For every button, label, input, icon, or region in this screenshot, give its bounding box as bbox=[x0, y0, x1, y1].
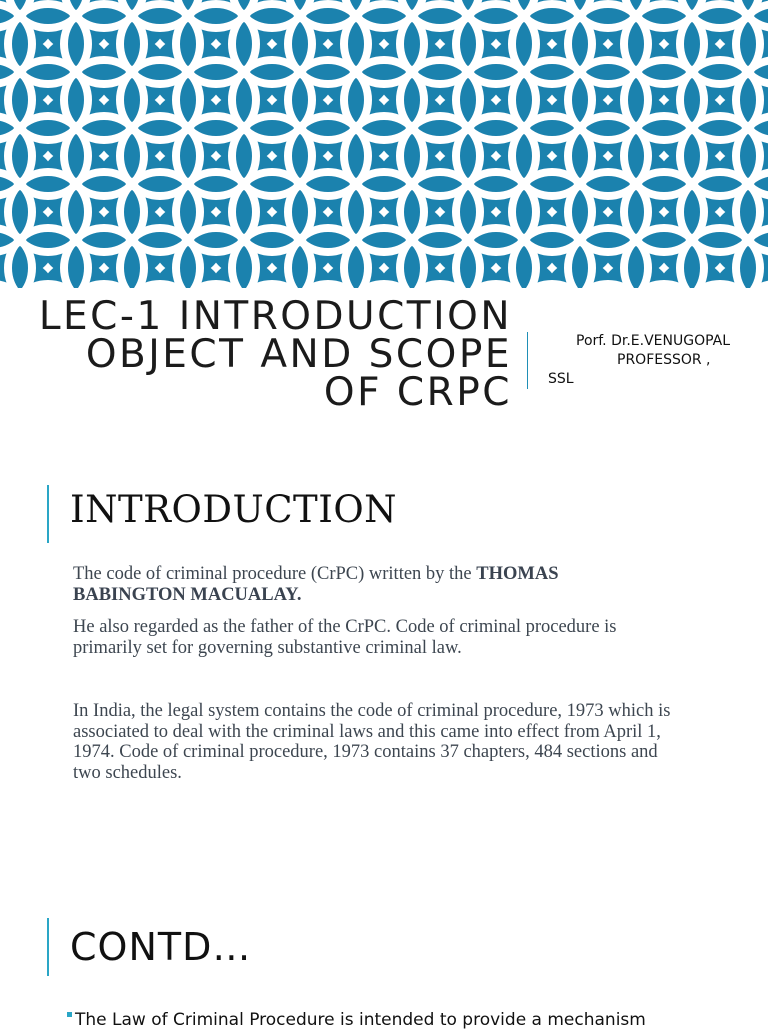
title-line-1: LEC-1 INTRODUCTION bbox=[38, 294, 512, 339]
author-school: SSL bbox=[548, 371, 574, 387]
author-name-bold: THOMAS BABINGTON MACUALAY. bbox=[73, 564, 559, 605]
contd-heading: CONTD… bbox=[70, 925, 252, 969]
decorative-ring-pattern bbox=[0, 0, 768, 288]
paragraph-author bbox=[73, 564, 673, 605]
title-line-3: OF CRPC bbox=[323, 370, 512, 415]
bullet-text: The Law of Criminal Procedure is intended to provide a mechanism bbox=[75, 1010, 646, 1030]
title-line-2: OBJECT AND SCOPE bbox=[85, 332, 512, 377]
author-name: Porf. Dr.E.VENUGOPAL bbox=[576, 333, 731, 349]
author-designation: PROFESSOR , bbox=[617, 352, 711, 368]
paragraph-father: He also regarded as the father of the CrPC. Code of criminal procedure is primarily set for governing substantive criminal law. bbox=[73, 617, 617, 658]
introduction-slide bbox=[0, 440, 768, 880]
lecture-title bbox=[10, 294, 512, 415]
heading-accent-bar bbox=[47, 918, 49, 976]
bullet-icon bbox=[67, 1012, 72, 1017]
title-divider bbox=[527, 332, 528, 389]
contd-slide bbox=[0, 880, 768, 1030]
title-slide bbox=[0, 0, 768, 440]
bullet-item bbox=[67, 1010, 767, 1030]
paragraph-author-text: The code of criminal procedure (CrPC) written by the bbox=[73, 564, 477, 584]
heading-accent-bar bbox=[47, 485, 49, 543]
author-block bbox=[548, 332, 748, 389]
paragraph-india: In India, the legal system contains the code of criminal procedure, 1973 which is associated to deal with the criminal laws and this came into effect from April 1, 1974. Code of criminal procedure, 1973 contains 37 chapters, 484 sections and two schedules. bbox=[73, 701, 671, 783]
introduction-heading: INTRODUCTION bbox=[70, 488, 398, 531]
